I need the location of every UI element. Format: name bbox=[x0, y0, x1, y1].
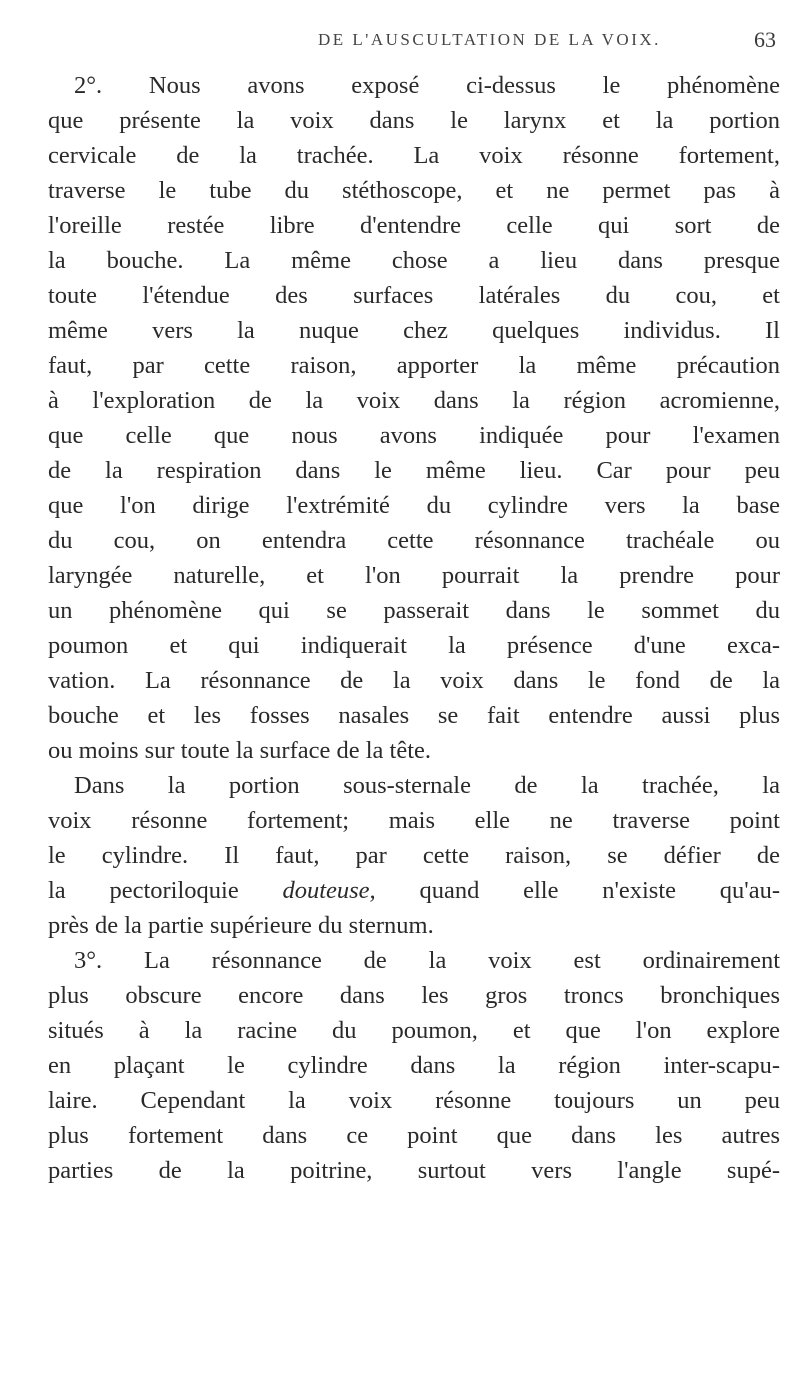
text-line: à l'exploration de la voix dans la région acromienne, bbox=[48, 387, 780, 414]
text-line: du cou, on entendra cette résonnance trachéale ou bbox=[48, 527, 780, 554]
text-line: faut, par cette raison, apporter la même précaution bbox=[48, 352, 780, 379]
text-line: un phénomène qui se passerait dans le sommet du bbox=[48, 597, 780, 624]
text-line: le cylindre. Il faut, par cette raison, se défier de bbox=[48, 842, 780, 869]
text-line: que présente la voix dans le larynx et la portion bbox=[48, 107, 780, 134]
text-line: même vers la nuque chez quelques individus. Il bbox=[48, 317, 780, 344]
page-number: 63 bbox=[754, 27, 776, 52]
text-fragment: la pectoriloquie bbox=[48, 877, 283, 904]
text-line-with-italic bbox=[48, 873, 780, 908]
text-line: plus fortement dans ce point que dans les autres bbox=[48, 1122, 780, 1149]
text-fragment: quand elle n'existe qu'au- bbox=[375, 877, 780, 904]
text-line: que celle que nous avons indiquée pour l'examen bbox=[48, 422, 780, 449]
text-line: que l'on dirige l'extrémité du cylindre vers la base bbox=[48, 492, 780, 519]
running-head bbox=[0, 27, 800, 56]
text-line: voix résonne fortement; mais elle ne traverse point bbox=[48, 807, 780, 834]
text-line: vation. La résonnance de la voix dans le fond de la bbox=[48, 667, 780, 694]
text-line: de la respiration dans le même lieu. Car pour peu bbox=[48, 457, 780, 484]
text-line: ou moins sur toute la surface de la tête. bbox=[48, 737, 432, 764]
text-line: en plaçant le cylindre dans la région inter-scapu- bbox=[48, 1052, 780, 1079]
text-line: laryngée naturelle, et l'on pourrait la prendre pour bbox=[48, 562, 780, 589]
text-line: bouche et les fosses nasales se fait entendre aussi plus bbox=[48, 702, 780, 729]
text-line: 3°. La résonnance de la voix est ordinairement bbox=[74, 947, 780, 974]
text-line: parties de la poitrine, surtout vers l'angle supé- bbox=[48, 1157, 780, 1184]
text-line: l'oreille restée libre d'entendre celle qui sort de bbox=[48, 212, 780, 239]
text-line: Dans la portion sous-sternale de la trachée, la bbox=[74, 772, 780, 799]
text-line: la bouche. La même chose a lieu dans presque bbox=[48, 247, 780, 274]
text-line: plus obscure encore dans les gros troncs bronchiques bbox=[48, 982, 780, 1009]
text-line: laire. Cependant la voix résonne toujours un peu bbox=[48, 1087, 780, 1114]
text-line: cervicale de la trachée. La voix résonne fortement, bbox=[48, 142, 780, 169]
italic-term: douteuse, bbox=[282, 877, 376, 904]
text-line: près de la partie supérieure du sternum. bbox=[48, 912, 434, 939]
text-line: situés à la racine du poumon, et que l'on explore bbox=[48, 1017, 780, 1044]
text-line: poumon et qui indiquerait la présence d'une exca- bbox=[48, 632, 780, 659]
text-line: 2°. Nous avons exposé ci-dessus le phénomène bbox=[74, 72, 780, 99]
text-line: toute l'étendue des surfaces latérales du cou, et bbox=[48, 282, 780, 309]
text-line: traverse le tube du stéthoscope, et ne permet pas à bbox=[48, 177, 780, 204]
running-head-title: DE L'AUSCULTATION DE LA VOIX. bbox=[318, 30, 661, 49]
body-text bbox=[48, 68, 780, 1188]
